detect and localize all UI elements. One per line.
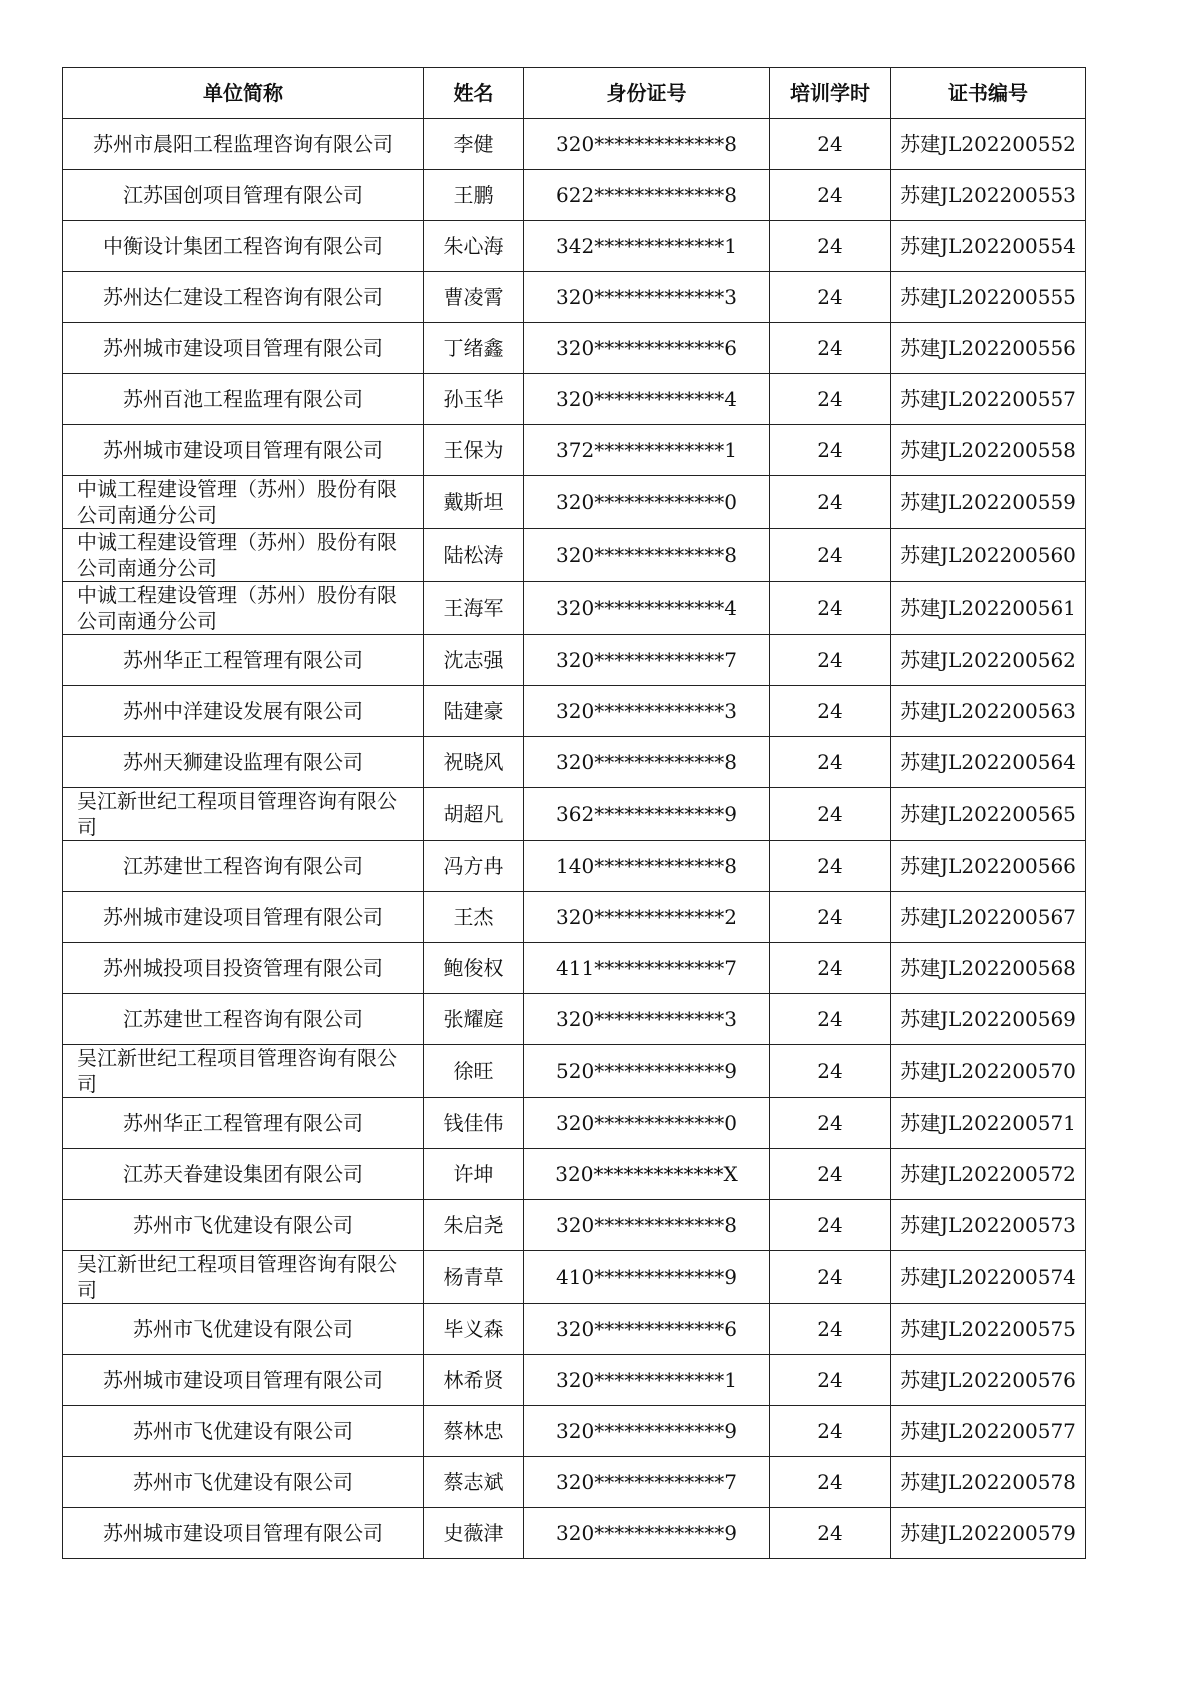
unit-cell: 中诚工程建设管理（苏州）股份有限公司南通分公司 — [63, 476, 424, 529]
id-number-cell: 320*************4 — [524, 374, 770, 425]
certificate-number-cell: 苏建JL202200571 — [891, 1098, 1086, 1149]
unit-cell: 吴江新世纪工程项目管理咨询有限公司 — [63, 788, 424, 841]
table-row — [63, 1149, 1086, 1200]
id-number-cell: 520*************9 — [524, 1045, 770, 1098]
name-cell: 王海军 — [424, 582, 524, 635]
training-hours-cell: 24 — [770, 943, 891, 994]
table-row — [63, 737, 1086, 788]
unit-cell: 苏州华正工程管理有限公司 — [63, 635, 424, 686]
unit-cell: 江苏天眷建设集团有限公司 — [63, 1149, 424, 1200]
unit-cell: 江苏建世工程咨询有限公司 — [63, 841, 424, 892]
unit-cell: 中诚工程建设管理（苏州）股份有限公司南通分公司 — [63, 582, 424, 635]
name-cell: 王鹏 — [424, 170, 524, 221]
table-row — [63, 119, 1086, 170]
certificate-number-cell: 苏建JL202200555 — [891, 272, 1086, 323]
unit-cell: 苏州城市建设项目管理有限公司 — [63, 425, 424, 476]
training-hours-cell: 24 — [770, 994, 891, 1045]
unit-cell: 苏州市飞优建设有限公司 — [63, 1200, 424, 1251]
header-training-hours: 培训学时 — [770, 68, 891, 119]
name-cell: 冯方冉 — [424, 841, 524, 892]
name-cell: 孙玉华 — [424, 374, 524, 425]
unit-cell: 江苏国创项目管理有限公司 — [63, 170, 424, 221]
name-cell: 许坤 — [424, 1149, 524, 1200]
id-number-cell: 411*************7 — [524, 943, 770, 994]
certificate-number-cell: 苏建JL202200578 — [891, 1457, 1086, 1508]
table-row — [63, 943, 1086, 994]
training-hours-cell: 24 — [770, 221, 891, 272]
name-cell: 沈志强 — [424, 635, 524, 686]
name-cell: 曹凌霄 — [424, 272, 524, 323]
training-hours-cell: 24 — [770, 635, 891, 686]
id-number-cell: 320*************0 — [524, 476, 770, 529]
table-row — [63, 272, 1086, 323]
unit-cell: 苏州华正工程管理有限公司 — [63, 1098, 424, 1149]
certificate-number-cell: 苏建JL202200554 — [891, 221, 1086, 272]
unit-cell: 苏州城市建设项目管理有限公司 — [63, 1355, 424, 1406]
id-number-cell: 320*************X — [524, 1149, 770, 1200]
table-row — [63, 788, 1086, 841]
header-id-number: 身份证号 — [524, 68, 770, 119]
training-roster-table — [62, 67, 1086, 1559]
certificate-number-cell: 苏建JL202200574 — [891, 1251, 1086, 1304]
training-hours-cell: 24 — [770, 374, 891, 425]
certificate-number-cell: 苏建JL202200559 — [891, 476, 1086, 529]
name-cell: 李健 — [424, 119, 524, 170]
unit-cell: 吴江新世纪工程项目管理咨询有限公司 — [63, 1045, 424, 1098]
id-number-cell: 320*************0 — [524, 1098, 770, 1149]
table-header-row — [63, 68, 1086, 119]
id-number-cell: 320*************3 — [524, 272, 770, 323]
certificate-number-cell: 苏建JL202200563 — [891, 686, 1086, 737]
certificate-number-cell: 苏建JL202200562 — [891, 635, 1086, 686]
unit-cell: 苏州市晨阳工程监理咨询有限公司 — [63, 119, 424, 170]
training-hours-cell: 24 — [770, 1304, 891, 1355]
training-hours-cell: 24 — [770, 582, 891, 635]
training-hours-cell: 24 — [770, 686, 891, 737]
table-row — [63, 635, 1086, 686]
table-row — [63, 1098, 1086, 1149]
name-cell: 鲍俊权 — [424, 943, 524, 994]
id-number-cell: 320*************8 — [524, 119, 770, 170]
table-row — [63, 892, 1086, 943]
table-row — [63, 374, 1086, 425]
table-body — [63, 119, 1086, 1559]
unit-cell: 苏州城投项目投资管理有限公司 — [63, 943, 424, 994]
name-cell: 杨青草 — [424, 1251, 524, 1304]
name-cell: 钱佳伟 — [424, 1098, 524, 1149]
certificate-number-cell: 苏建JL202200556 — [891, 323, 1086, 374]
name-cell: 毕义森 — [424, 1304, 524, 1355]
table-row — [63, 170, 1086, 221]
id-number-cell: 320*************3 — [524, 686, 770, 737]
id-number-cell: 320*************8 — [524, 1200, 770, 1251]
certificate-number-cell: 苏建JL202200557 — [891, 374, 1086, 425]
certificate-number-cell: 苏建JL202200577 — [891, 1406, 1086, 1457]
training-hours-cell: 24 — [770, 476, 891, 529]
training-hours-cell: 24 — [770, 1045, 891, 1098]
unit-cell: 中衡设计集团工程咨询有限公司 — [63, 221, 424, 272]
training-hours-cell: 24 — [770, 425, 891, 476]
table-row — [63, 841, 1086, 892]
training-hours-cell: 24 — [770, 892, 891, 943]
table-row — [63, 582, 1086, 635]
id-number-cell: 320*************9 — [524, 1508, 770, 1559]
name-cell: 朱心海 — [424, 221, 524, 272]
unit-cell: 苏州城市建设项目管理有限公司 — [63, 892, 424, 943]
id-number-cell: 320*************3 — [524, 994, 770, 1045]
header-unit: 单位简称 — [63, 68, 424, 119]
training-hours-cell: 24 — [770, 323, 891, 374]
certificate-number-cell: 苏建JL202200558 — [891, 425, 1086, 476]
certificate-number-cell: 苏建JL202200575 — [891, 1304, 1086, 1355]
unit-cell: 苏州百池工程监理有限公司 — [63, 374, 424, 425]
certificate-number-cell: 苏建JL202200576 — [891, 1355, 1086, 1406]
id-number-cell: 320*************6 — [524, 323, 770, 374]
certificate-number-cell: 苏建JL202200567 — [891, 892, 1086, 943]
certificate-number-cell: 苏建JL202200560 — [891, 529, 1086, 582]
training-hours-cell: 24 — [770, 737, 891, 788]
training-hours-cell: 24 — [770, 1149, 891, 1200]
certificate-number-cell: 苏建JL202200564 — [891, 737, 1086, 788]
name-cell: 戴斯坦 — [424, 476, 524, 529]
name-cell: 王杰 — [424, 892, 524, 943]
name-cell: 陆建豪 — [424, 686, 524, 737]
id-number-cell: 320*************8 — [524, 529, 770, 582]
id-number-cell: 362*************9 — [524, 788, 770, 841]
table-row — [63, 1304, 1086, 1355]
table-row — [63, 476, 1086, 529]
name-cell: 王保为 — [424, 425, 524, 476]
id-number-cell: 320*************9 — [524, 1406, 770, 1457]
training-hours-cell: 24 — [770, 272, 891, 323]
certificate-number-cell: 苏建JL202200553 — [891, 170, 1086, 221]
unit-cell: 苏州城市建设项目管理有限公司 — [63, 323, 424, 374]
id-number-cell: 342*************1 — [524, 221, 770, 272]
id-number-cell: 320*************1 — [524, 1355, 770, 1406]
training-hours-cell: 24 — [770, 1251, 891, 1304]
certificate-number-cell: 苏建JL202200579 — [891, 1508, 1086, 1559]
training-hours-cell: 24 — [770, 170, 891, 221]
header-name: 姓名 — [424, 68, 524, 119]
certificate-number-cell: 苏建JL202200573 — [891, 1200, 1086, 1251]
training-hours-cell: 24 — [770, 1406, 891, 1457]
name-cell: 史薇津 — [424, 1508, 524, 1559]
name-cell: 祝晓风 — [424, 737, 524, 788]
name-cell: 徐旺 — [424, 1045, 524, 1098]
training-hours-cell: 24 — [770, 119, 891, 170]
table-row — [63, 425, 1086, 476]
table-row — [63, 686, 1086, 737]
id-number-cell: 320*************6 — [524, 1304, 770, 1355]
training-hours-cell: 24 — [770, 788, 891, 841]
unit-cell: 江苏建世工程咨询有限公司 — [63, 994, 424, 1045]
name-cell: 蔡志斌 — [424, 1457, 524, 1508]
name-cell: 蔡林忠 — [424, 1406, 524, 1457]
certificate-number-cell: 苏建JL202200570 — [891, 1045, 1086, 1098]
unit-cell: 苏州市飞优建设有限公司 — [63, 1304, 424, 1355]
training-hours-cell: 24 — [770, 1200, 891, 1251]
table-row — [63, 323, 1086, 374]
table-row — [63, 1457, 1086, 1508]
table-row — [63, 529, 1086, 582]
unit-cell: 苏州城市建设项目管理有限公司 — [63, 1508, 424, 1559]
unit-cell: 中诚工程建设管理（苏州）股份有限公司南通分公司 — [63, 529, 424, 582]
table-row — [63, 1200, 1086, 1251]
certificate-number-cell: 苏建JL202200569 — [891, 994, 1086, 1045]
unit-cell: 吴江新世纪工程项目管理咨询有限公司 — [63, 1251, 424, 1304]
name-cell: 张耀庭 — [424, 994, 524, 1045]
unit-cell: 苏州市飞优建设有限公司 — [63, 1457, 424, 1508]
training-hours-cell: 24 — [770, 841, 891, 892]
certificate-number-cell: 苏建JL202200561 — [891, 582, 1086, 635]
name-cell: 朱启尧 — [424, 1200, 524, 1251]
certificate-number-cell: 苏建JL202200572 — [891, 1149, 1086, 1200]
id-number-cell: 320*************8 — [524, 737, 770, 788]
certificate-number-cell: 苏建JL202200552 — [891, 119, 1086, 170]
id-number-cell: 320*************2 — [524, 892, 770, 943]
table-row — [63, 221, 1086, 272]
id-number-cell: 622*************8 — [524, 170, 770, 221]
table-row — [63, 1406, 1086, 1457]
unit-cell: 苏州中洋建设发展有限公司 — [63, 686, 424, 737]
table-row — [63, 1355, 1086, 1406]
certificate-number-cell: 苏建JL202200568 — [891, 943, 1086, 994]
name-cell: 丁绪鑫 — [424, 323, 524, 374]
certificate-number-cell: 苏建JL202200565 — [891, 788, 1086, 841]
id-number-cell: 320*************7 — [524, 1457, 770, 1508]
unit-cell: 苏州达仁建设工程咨询有限公司 — [63, 272, 424, 323]
training-hours-cell: 24 — [770, 1508, 891, 1559]
table-row — [63, 1045, 1086, 1098]
id-number-cell: 140*************8 — [524, 841, 770, 892]
unit-cell: 苏州市飞优建设有限公司 — [63, 1406, 424, 1457]
training-hours-cell: 24 — [770, 1457, 891, 1508]
name-cell: 陆松涛 — [424, 529, 524, 582]
name-cell: 林希贤 — [424, 1355, 524, 1406]
id-number-cell: 320*************7 — [524, 635, 770, 686]
table-row — [63, 1251, 1086, 1304]
training-hours-cell: 24 — [770, 529, 891, 582]
training-hours-cell: 24 — [770, 1355, 891, 1406]
id-number-cell: 320*************4 — [524, 582, 770, 635]
unit-cell: 苏州天狮建设监理有限公司 — [63, 737, 424, 788]
id-number-cell: 410*************9 — [524, 1251, 770, 1304]
id-number-cell: 372*************1 — [524, 425, 770, 476]
certificate-number-cell: 苏建JL202200566 — [891, 841, 1086, 892]
training-hours-cell: 24 — [770, 1098, 891, 1149]
table-row — [63, 1508, 1086, 1559]
header-certificate-number: 证书编号 — [891, 68, 1086, 119]
name-cell: 胡超凡 — [424, 788, 524, 841]
table-row — [63, 994, 1086, 1045]
